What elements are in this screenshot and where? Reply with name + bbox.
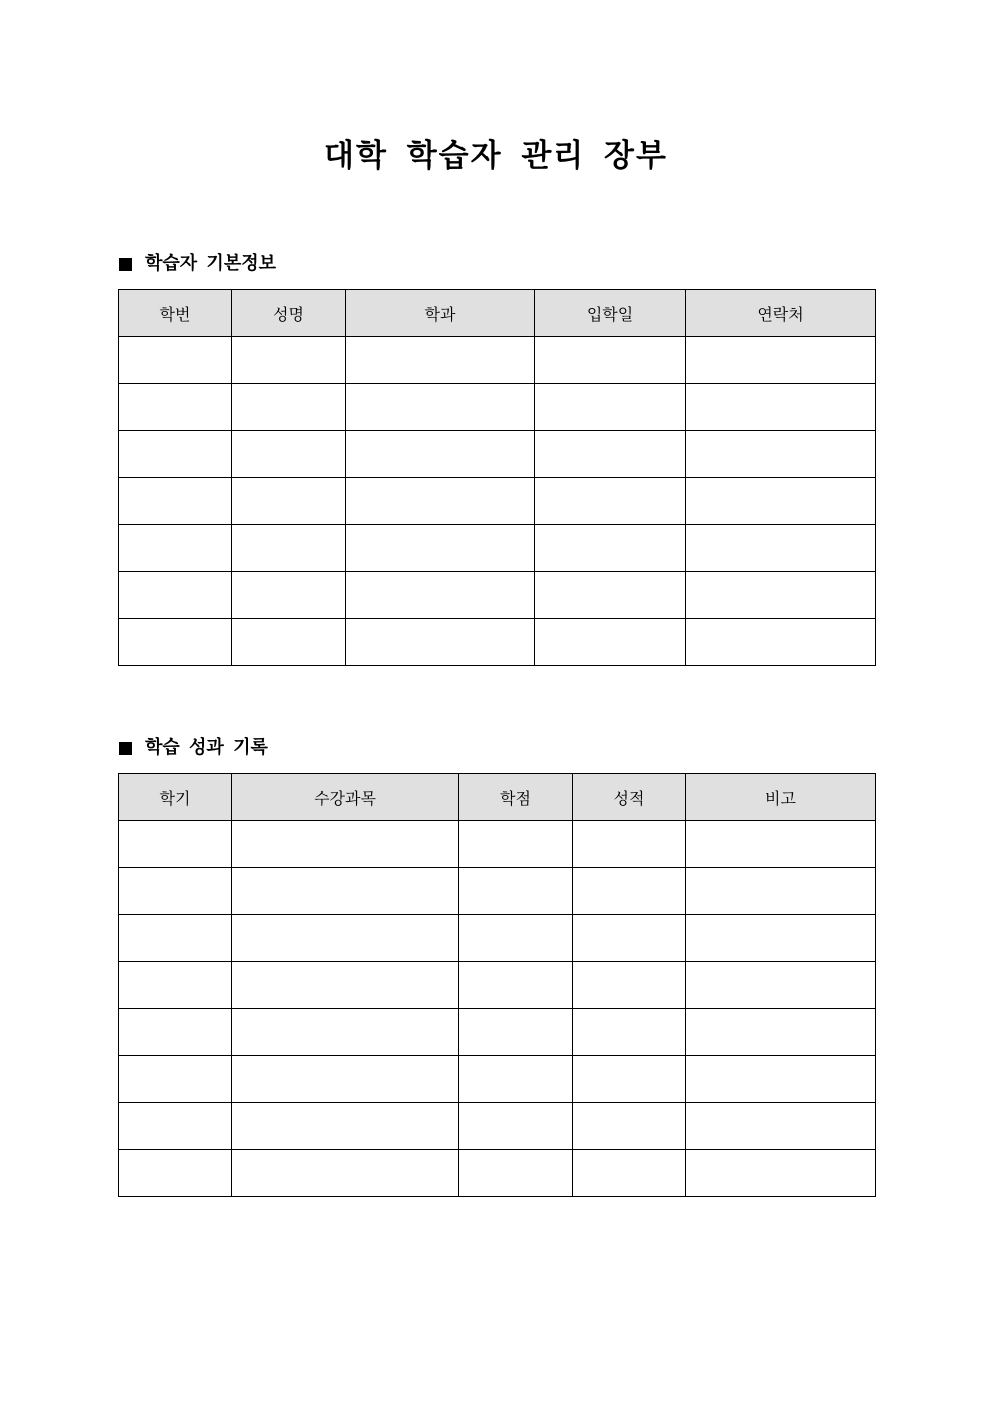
table-cell[interactable]	[232, 1056, 459, 1103]
table-cell[interactable]	[573, 962, 686, 1009]
table-cell[interactable]	[686, 478, 876, 525]
table-cell[interactable]	[119, 1009, 232, 1056]
table-cell[interactable]	[232, 525, 346, 572]
table-cell[interactable]	[232, 572, 346, 619]
table-cell[interactable]	[232, 478, 346, 525]
table-cell[interactable]	[535, 619, 686, 666]
table-cell[interactable]	[232, 337, 346, 384]
square-bullet-icon	[119, 742, 132, 755]
table-row	[119, 478, 876, 525]
table-cell[interactable]	[346, 619, 535, 666]
table-cell[interactable]	[346, 384, 535, 431]
table-cell[interactable]	[573, 1056, 686, 1103]
section-heading-learning-records	[119, 736, 268, 760]
column-header-course: 수강과목	[232, 774, 459, 821]
section-heading-student-info	[119, 252, 276, 276]
column-header-name: 성명	[232, 290, 346, 337]
table-cell[interactable]	[232, 619, 346, 666]
table-cell[interactable]	[232, 962, 459, 1009]
table-cell[interactable]	[686, 1150, 876, 1197]
table-row	[119, 431, 876, 478]
table-cell[interactable]	[686, 868, 876, 915]
column-header-contact: 연락처	[686, 290, 876, 337]
table-cell[interactable]	[686, 915, 876, 962]
table-cell[interactable]	[346, 431, 535, 478]
table-cell[interactable]	[346, 478, 535, 525]
learning-records-table	[118, 773, 876, 1197]
table-cell[interactable]	[232, 384, 346, 431]
table-cell[interactable]	[119, 1103, 232, 1150]
table-cell[interactable]	[119, 619, 232, 666]
table-cell[interactable]	[232, 431, 346, 478]
table-cell[interactable]	[232, 1009, 459, 1056]
table-cell[interactable]	[535, 572, 686, 619]
table-row	[119, 962, 876, 1009]
table-cell[interactable]	[535, 478, 686, 525]
table-cell[interactable]	[686, 431, 876, 478]
table-cell[interactable]	[346, 337, 535, 384]
table-cell[interactable]	[535, 384, 686, 431]
section-heading-label: 학습 성과 기록	[145, 737, 268, 758]
table-cell[interactable]	[686, 619, 876, 666]
table-row	[119, 525, 876, 572]
table-row	[119, 915, 876, 962]
table-cell[interactable]	[346, 572, 535, 619]
table-cell[interactable]	[119, 1150, 232, 1197]
table-cell[interactable]	[119, 525, 232, 572]
table-cell[interactable]	[535, 337, 686, 384]
table-cell[interactable]	[573, 1103, 686, 1150]
table-cell[interactable]	[686, 821, 876, 868]
table-cell[interactable]	[459, 1056, 573, 1103]
table-cell[interactable]	[232, 915, 459, 962]
table-cell[interactable]	[232, 868, 459, 915]
table-cell[interactable]	[686, 962, 876, 1009]
table-cell[interactable]	[119, 915, 232, 962]
table-cell[interactable]	[459, 915, 573, 962]
table-cell[interactable]	[346, 525, 535, 572]
table-row	[119, 384, 876, 431]
table-cell[interactable]	[119, 384, 232, 431]
table-cell[interactable]	[119, 572, 232, 619]
table-cell[interactable]	[119, 337, 232, 384]
table-cell[interactable]	[119, 431, 232, 478]
table-cell[interactable]	[686, 1009, 876, 1056]
table-header-row	[119, 290, 876, 337]
table-cell[interactable]	[232, 1103, 459, 1150]
table-cell[interactable]	[459, 821, 573, 868]
page-title: 대학 학습자 관리 장부	[324, 138, 668, 174]
table-cell[interactable]	[573, 868, 686, 915]
table-row	[119, 1103, 876, 1150]
column-header-grade: 성적	[573, 774, 686, 821]
column-header-admission-date: 입학일	[535, 290, 686, 337]
table-cell[interactable]	[573, 821, 686, 868]
table-row	[119, 572, 876, 619]
section-heading-label: 학습자 기본정보	[145, 253, 276, 274]
table-cell[interactable]	[573, 1009, 686, 1056]
table-cell[interactable]	[459, 1009, 573, 1056]
column-header-remarks: 비고	[686, 774, 876, 821]
table-cell[interactable]	[119, 821, 232, 868]
table-cell[interactable]	[686, 572, 876, 619]
table-cell[interactable]	[686, 384, 876, 431]
table-row	[119, 1150, 876, 1197]
column-header-credits: 학점	[459, 774, 573, 821]
table-cell[interactable]	[459, 868, 573, 915]
table-cell[interactable]	[686, 1103, 876, 1150]
table-cell[interactable]	[686, 525, 876, 572]
table-cell[interactable]	[119, 868, 232, 915]
table-cell[interactable]	[119, 478, 232, 525]
table-cell[interactable]	[119, 962, 232, 1009]
table-cell[interactable]	[459, 1150, 573, 1197]
table-row	[119, 1056, 876, 1103]
table-cell[interactable]	[686, 1056, 876, 1103]
square-bullet-icon	[119, 258, 132, 271]
column-header-semester: 학기	[119, 774, 232, 821]
table-cell[interactable]	[573, 1150, 686, 1197]
table-cell[interactable]	[232, 1150, 459, 1197]
student-info-table	[118, 289, 876, 666]
table-row	[119, 1009, 876, 1056]
column-header-department: 학과	[346, 290, 535, 337]
table-row	[119, 868, 876, 915]
table-cell[interactable]	[686, 337, 876, 384]
table-cell[interactable]	[459, 1103, 573, 1150]
table-cell[interactable]	[535, 525, 686, 572]
table-row	[119, 337, 876, 384]
table-header-row	[119, 774, 876, 821]
table-cell[interactable]	[459, 962, 573, 1009]
table-cell[interactable]	[573, 915, 686, 962]
table-row	[119, 619, 876, 666]
table-row	[119, 821, 876, 868]
table-cell[interactable]	[535, 431, 686, 478]
table-cell[interactable]	[119, 1056, 232, 1103]
column-header-student-id: 학번	[119, 290, 232, 337]
table-cell[interactable]	[232, 821, 459, 868]
